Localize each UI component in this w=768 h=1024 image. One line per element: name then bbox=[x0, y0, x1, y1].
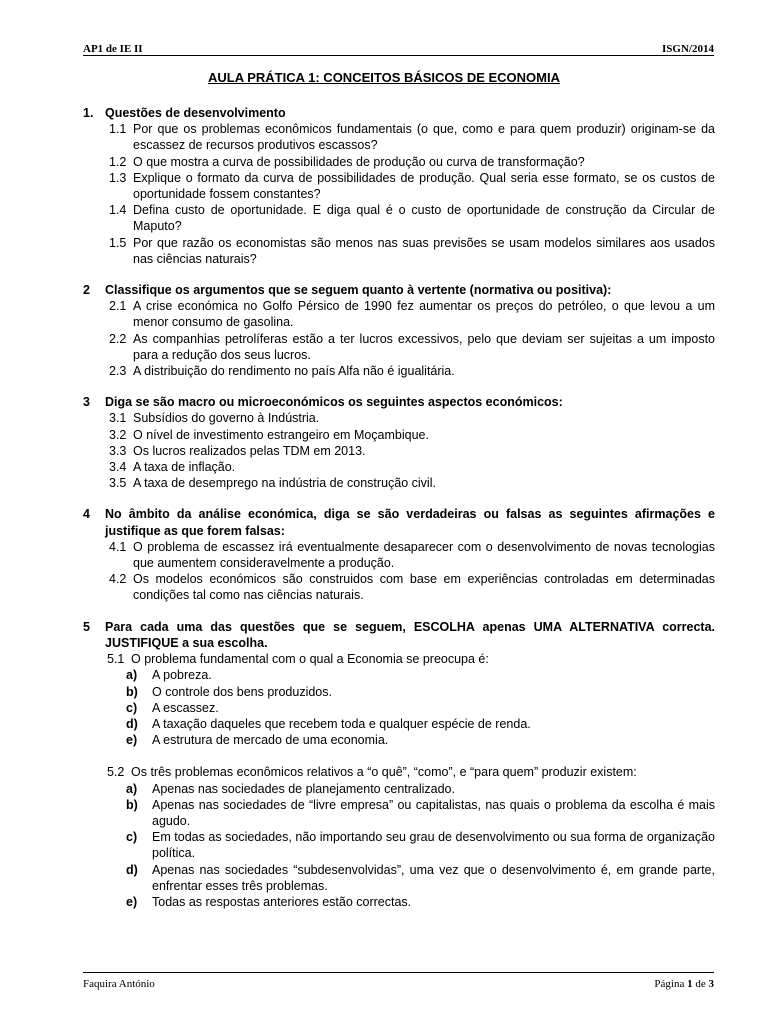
item-text: O que mostra a curva de possibilidades de produção ou curva de transformação? bbox=[133, 154, 585, 169]
current-page: 1 bbox=[687, 978, 693, 990]
option-text: A escassez. bbox=[152, 700, 219, 715]
item-text: Defina custo de oportunidade. E diga qual é o custo de oportunidade de construção da Circular de Maputo? bbox=[133, 203, 715, 234]
item-number: 1.4 bbox=[109, 203, 127, 218]
answer-option bbox=[126, 700, 715, 716]
item-text: Por que os problemas econômicos fundamentais (o que, como e para quem produzir) originam-se da escassez de recursos produtivos escassos? bbox=[133, 122, 715, 153]
header-institution: ISGN/2014 bbox=[662, 43, 714, 55]
list-item bbox=[109, 539, 715, 571]
option-text: Apenas nas sociedades de planejamento centralizado. bbox=[152, 781, 455, 796]
of-label: de bbox=[695, 978, 706, 990]
question-2 bbox=[83, 282, 715, 379]
item-text: O problema de escassez irá eventualmente desaparecer com o desenvolvimento de novas tecnologias que aumentem consideravelmente a produção. bbox=[133, 539, 715, 571]
option-text: A taxação daqueles que recebem toda e qualquer espécie de renda. bbox=[152, 716, 531, 731]
option-text: A pobreza. bbox=[152, 668, 212, 683]
page-number bbox=[654, 978, 714, 990]
subquestion-5-2 bbox=[107, 764, 715, 780]
item-number: 1.2 bbox=[109, 154, 127, 169]
question-text: Para cada uma das questões que se seguem, ESCOLHA apenas UMA ALTERNATIVA correcta. JUSTIFIQUE a sua escolha. bbox=[105, 619, 715, 650]
list-item bbox=[109, 443, 715, 459]
option-letter: c) bbox=[126, 830, 138, 845]
footer-rule bbox=[83, 972, 714, 973]
list-item bbox=[109, 459, 715, 475]
question-1 bbox=[83, 105, 715, 267]
answer-option bbox=[126, 716, 715, 732]
total-pages: 3 bbox=[708, 978, 714, 990]
item-number: 1.3 bbox=[109, 170, 127, 185]
question-5 bbox=[83, 619, 715, 910]
option-letter: e) bbox=[126, 733, 138, 748]
list-item bbox=[109, 410, 715, 426]
item-text: A distribuição do rendimento no país Alfa não é igualitária. bbox=[133, 364, 455, 379]
answer-option bbox=[126, 829, 715, 861]
list-item bbox=[109, 235, 715, 267]
list-item bbox=[109, 121, 715, 153]
option-letter: a) bbox=[126, 668, 138, 683]
option-letter: e) bbox=[126, 894, 138, 909]
header-course: AP1 de IE II bbox=[83, 43, 143, 55]
list-item bbox=[109, 331, 715, 363]
footer-author: Faquira António bbox=[83, 978, 155, 990]
subquestion-5-1 bbox=[107, 651, 715, 667]
list-item bbox=[109, 202, 715, 234]
document-title: AULA PRÁTICA 1: CONCEITOS BÁSICOS DE ECONOMIA bbox=[208, 70, 560, 85]
question-text: Questões de desenvolvimento bbox=[105, 106, 286, 120]
option-letter: b) bbox=[126, 797, 138, 812]
item-number: 3.3 bbox=[109, 443, 127, 458]
item-number: 2.3 bbox=[109, 364, 127, 379]
option-letter: b) bbox=[126, 684, 138, 699]
list-item bbox=[109, 154, 715, 170]
answer-option bbox=[126, 894, 715, 910]
item-text: Explique o formato da curva de possibilidades de produção. Qual seria esse formato, se os custos de oportunidade fossem constantes? bbox=[133, 170, 715, 202]
question-number: 4 bbox=[83, 507, 90, 522]
item-text: As companhias petrolíferas estão a ter lucros excessivos, pelo que deviam ser sujeitas a um imposto para a redução dos seus lucros. bbox=[133, 331, 715, 362]
option-letter: a) bbox=[126, 781, 138, 796]
item-number: 2.2 bbox=[109, 331, 127, 346]
item-number: 3.1 bbox=[109, 411, 127, 426]
item-text: A taxa de desemprego na indústria de construção civil. bbox=[133, 476, 436, 491]
option-letter: c) bbox=[126, 700, 138, 715]
question-text: Diga se são macro ou microeconómicos os seguintes aspectos económicos: bbox=[105, 395, 563, 410]
list-item bbox=[109, 571, 715, 603]
answer-option bbox=[126, 797, 715, 829]
option-text: Em todas as sociedades, não importando seu grau de desenvolvimento ou sua forma de organização política. bbox=[152, 830, 715, 861]
item-number: 1.1 bbox=[109, 122, 127, 137]
question-text: No âmbito da análise económica, diga se são verdadeiras ou falsas as seguintes afirmações e justifique as que forem falsas: bbox=[105, 507, 715, 538]
option-text: A estrutura de mercado de uma economia. bbox=[152, 733, 389, 748]
item-text: A taxa de inflação. bbox=[133, 460, 236, 475]
item-number: 3.4 bbox=[109, 460, 127, 475]
option-text: O controle dos bens produzidos. bbox=[152, 684, 332, 699]
header-rule bbox=[83, 55, 714, 56]
list-item bbox=[109, 170, 715, 202]
option-text: Apenas nas sociedades “subdesenvolvidas”, uma vez que o desenvolvimento é, em grande parte, enfrentar esses três problemas. bbox=[152, 862, 715, 893]
answer-option bbox=[126, 667, 715, 683]
subquestion-text: Os três problemas econômicos relativos a “o quê”, “como”, e “para quem” produzir existem: bbox=[131, 765, 637, 780]
question-text: Classifique os argumentos que se seguem quanto à vertente (normativa ou positiva): bbox=[105, 283, 612, 298]
subquestion-number: 5.2 bbox=[107, 765, 125, 780]
item-text: Por que razão os economistas são menos nas suas previsões se usam modelos similares aos usados nas ciências naturais? bbox=[133, 235, 715, 266]
answer-option bbox=[126, 862, 715, 894]
question-number: 3 bbox=[83, 395, 90, 410]
item-number: 4.1 bbox=[109, 539, 127, 554]
question-3 bbox=[83, 394, 715, 491]
item-text: Os modelos económicos são construidos com base em experiências controladas em determinadas condições tal como nas ciências naturais. bbox=[133, 572, 715, 603]
answer-option bbox=[126, 781, 715, 797]
list-item bbox=[109, 427, 715, 443]
question-number: 1. bbox=[83, 106, 94, 120]
item-number: 1.5 bbox=[109, 235, 127, 250]
option-letter: d) bbox=[126, 716, 138, 731]
item-text: A crise económica no Golfo Pérsico de 1990 fez aumentar os preços do petróleo, o que levou a um menor consumo de gasolina. bbox=[133, 299, 715, 330]
list-item bbox=[109, 363, 715, 379]
item-text: O nível de investimento estrangeiro em Moçambique. bbox=[133, 427, 429, 442]
subquestion-text: O problema fundamental com o qual a Economia se preocupa é: bbox=[131, 652, 489, 667]
item-number: 2.1 bbox=[109, 299, 127, 314]
item-number: 4.2 bbox=[109, 572, 127, 587]
item-number: 3.2 bbox=[109, 427, 127, 442]
subquestion-number: 5.1 bbox=[107, 652, 125, 667]
answer-option bbox=[126, 684, 715, 700]
option-text: Todas as respostas anteriores estão correctas. bbox=[152, 894, 412, 909]
list-item bbox=[109, 475, 715, 491]
option-letter: d) bbox=[126, 862, 138, 877]
list-item bbox=[109, 298, 715, 330]
option-text: Apenas nas sociedades de “livre empresa” ou capitalistas, nas quais o problema da escolha é mais agudo. bbox=[152, 797, 715, 828]
item-text: Subsídios do governo à Indústria. bbox=[133, 411, 320, 426]
item-number: 3.5 bbox=[109, 476, 127, 491]
item-text: Os lucros realizados pelas TDM em 2013. bbox=[133, 443, 366, 458]
page-label: Página bbox=[654, 978, 685, 990]
question-number: 2 bbox=[83, 283, 90, 298]
document-body bbox=[83, 105, 715, 910]
question-4 bbox=[83, 506, 715, 603]
question-number: 5 bbox=[83, 619, 90, 634]
answer-option bbox=[126, 732, 715, 748]
